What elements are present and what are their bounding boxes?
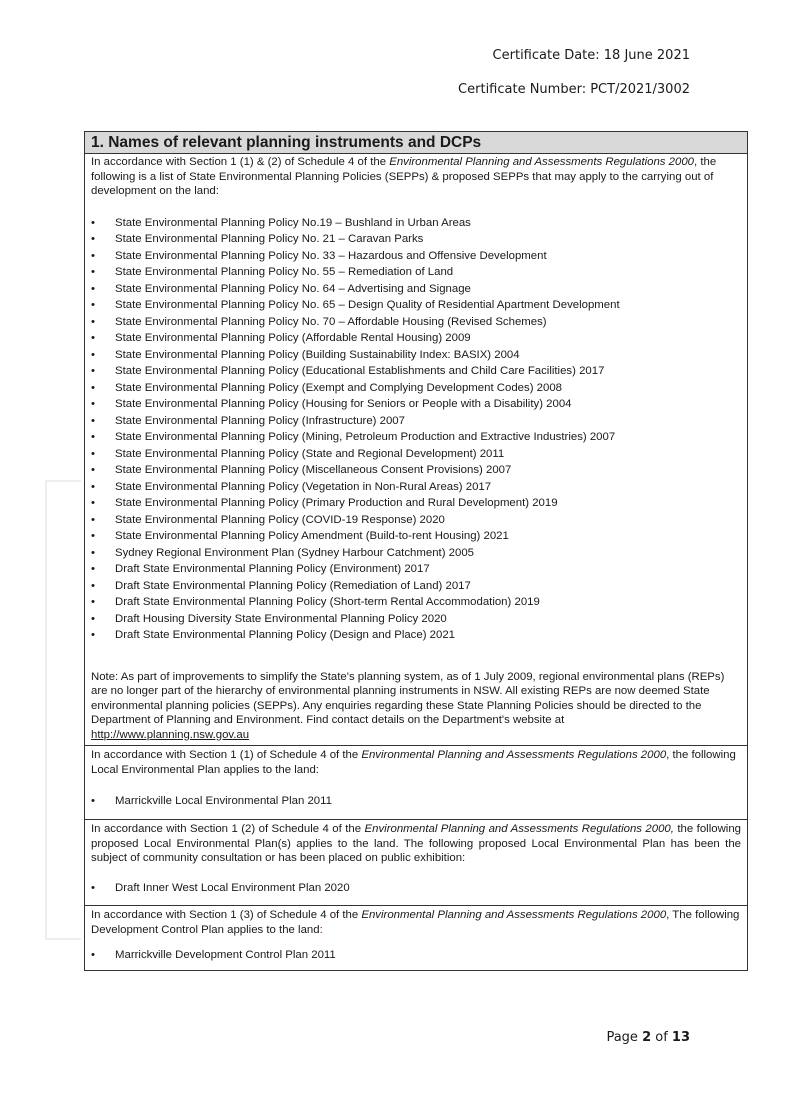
sepp-intro-text: In accordance with Section 1 (1) & (2) of Schedule 4 of the <box>91 156 390 168</box>
dcp-intro-text: In accordance with Section 1 (3) of Schedule 4 of the <box>91 909 362 921</box>
list-item: • State Environmental Planning Policy (Educational Establishments and Child Care Facilities) 2017 <box>91 363 741 380</box>
list-item: • Draft State Environmental Planning Policy (Remediation of Land) 2017 <box>91 578 741 595</box>
planning-website-link[interactable]: http://www.planning.nsw.gov.au <box>91 728 250 741</box>
list-item: • State Environmental Planning Policy No. 70 – Affordable Housing (Revised Schemes) <box>91 314 741 331</box>
dcp-intro <box>91 908 741 937</box>
section-title: 1. Names of relevant planning instruments and DCPs <box>85 132 747 154</box>
list-item: • State Environmental Planning Policy No. 55 – Remediation of Land <box>91 264 741 281</box>
dcp-list <box>91 947 741 964</box>
list-item: • Marrickville Development Control Plan 2011 <box>91 947 741 964</box>
draft-lep-section <box>85 819 747 905</box>
lep-intro <box>91 748 741 777</box>
planning-instruments-table <box>84 131 748 971</box>
page-number <box>606 1030 690 1045</box>
list-item: • State Environmental Planning Policy (Housing for Seniors or People with a Disability) 2004 <box>91 396 741 413</box>
regulation-name: Environmental Planning and Assessments Regulations 2000 <box>389 156 695 168</box>
list-item: • State Environmental Planning Policy (Affordable Rental Housing) 2009 <box>91 330 741 347</box>
dcp-colon: : <box>319 923 323 936</box>
sepp-intro-text-end: , the following is a list of State Environmental Planning Policies (SEPPs) & proposed SEPPs that may apply to the carrying out of development on the land: <box>91 156 717 197</box>
dcp-intro-text-end: , The following Development Control Plan applies to the land <box>91 909 740 936</box>
regulation-name: Environmental Planning and Assessments Regulations 2000 <box>361 749 667 761</box>
lep-intro-text: In accordance with Section 1 (1) of Schedule 4 of the <box>91 749 362 761</box>
page-prefix: Page <box>606 1030 643 1045</box>
page-current: 2 <box>642 1030 652 1045</box>
list-item: • Draft Inner West Local Environment Plan 2020 <box>91 880 741 897</box>
lep-list <box>91 793 741 810</box>
list-item: • Draft State Environmental Planning Policy (Environment) 2017 <box>91 561 741 578</box>
page-total: 13 <box>671 1030 690 1045</box>
draft-lep-intro-text-end: the following proposed Local Environmental Plan(s) applies to the land. The following proposed Local Environmental Plan has been the subject of community consultation or has been placed on public exhibition: <box>91 823 741 864</box>
list-item: • State Environmental Planning Policy No. 64 – Advertising and Signage <box>91 281 741 298</box>
list-item: • State Environmental Planning Policy No. 33 – Hazardous and Offensive Development <box>91 248 741 265</box>
list-item: • State Environmental Planning Policy (Building Sustainability Index: BASIX) 2004 <box>91 347 741 364</box>
regulation-name: Environmental Planning and Assessments Regulations 2000 <box>361 909 667 921</box>
certificate-number: Certificate Number: PCT/2021/3002 <box>458 82 690 97</box>
draft-lep-intro-text: In accordance with Section 1 (2) of Schedule 4 of the <box>91 823 365 835</box>
sepp-list <box>91 215 741 644</box>
list-item: • State Environmental Planning Policy No. 65 – Design Quality of Residential Apartment Development <box>91 297 741 314</box>
list-item: • State Environmental Planning Policy (State and Regional Development) 2011 <box>91 446 741 463</box>
regulation-name: Environmental Planning and Assessments Regulations 2000, <box>364 823 674 835</box>
note-text: Note: As part of improvements to simplify the State's planning system, as of 1 July 2009, regional environmental plans (REPs) are no longer part of the hierarchy of environmental planning instruments in NSW. All existing REPs are now deemed State environmental planning policies (SEPPs). Any enquiries regarding these State Planning Policies should be directed to the Department of Planning and Environment. Find contact details on the Department's website at <box>91 670 725 726</box>
list-item: • State Environmental Planning Policy Amendment (Build-to-rent Housing) 2021 <box>91 528 741 545</box>
page-separator: of <box>651 1030 672 1045</box>
list-item: • State Environmental Planning Policy No. 21 – Caravan Parks <box>91 231 741 248</box>
draft-lep-intro <box>91 822 741 866</box>
list-item: • Sydney Regional Environment Plan (Sydney Harbour Catchment) 2005 <box>91 545 741 562</box>
rep-note <box>91 670 741 746</box>
list-item: • Draft State Environmental Planning Policy (Design and Place) 2021 <box>91 627 741 644</box>
list-item: • Draft Housing Diversity State Environmental Planning Policy 2020 <box>91 611 741 628</box>
dcp-section <box>85 905 747 964</box>
lep-intro-text-end: , the following Local Environmental Plan applies to the land: <box>91 749 736 776</box>
certificate-date: Certificate Date: 18 June 2021 <box>492 48 690 63</box>
list-item: • State Environmental Planning Policy (COVID-19 Response) 2020 <box>91 512 741 529</box>
list-item: • State Environmental Planning Policy (Miscellaneous Consent Provisions) 2007 <box>91 462 741 479</box>
list-item: • State Environmental Planning Policy (Mining, Petroleum Production and Extractive Industries) 2007 <box>91 429 741 446</box>
sepp-intro <box>91 155 741 199</box>
list-item: • Draft State Environmental Planning Policy (Short-term Rental Accommodation) 2019 <box>91 594 741 611</box>
lep-section <box>85 745 747 819</box>
list-item: • State Environmental Planning Policy (Exempt and Complying Development Codes) 2008 <box>91 380 741 397</box>
draft-lep-list <box>91 880 741 897</box>
list-item: • State Environmental Planning Policy (Infrastructure) 2007 <box>91 413 741 430</box>
sepp-section <box>85 154 747 745</box>
list-item: • State Environmental Planning Policy No.19 – Bushland in Urban Areas <box>91 215 741 232</box>
list-item: • Marrickville Local Environmental Plan 2011 <box>91 793 741 810</box>
decorative-bracket <box>45 480 81 940</box>
list-item: • State Environmental Planning Policy (Vegetation in Non-Rural Areas) 2017 <box>91 479 741 496</box>
list-item: • State Environmental Planning Policy (Primary Production and Rural Development) 2019 <box>91 495 741 512</box>
